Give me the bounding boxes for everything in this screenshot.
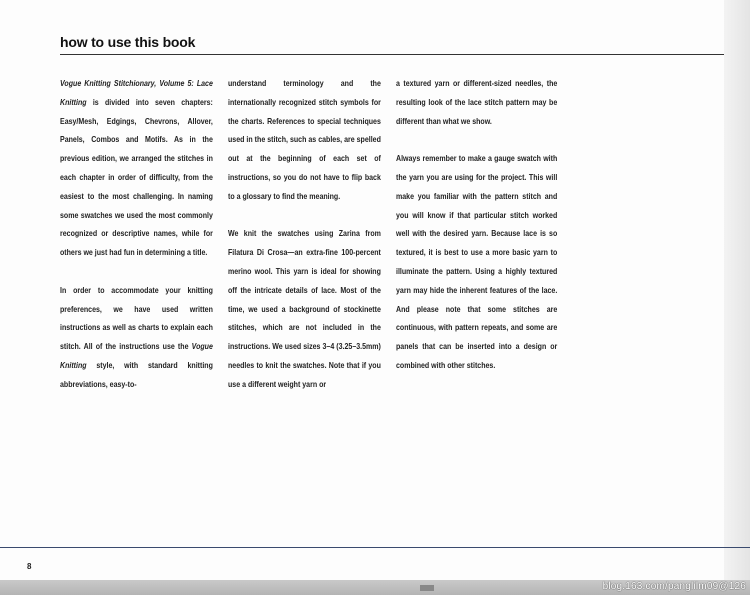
page-edge-shadow xyxy=(724,0,750,580)
column-2-paragraph-1: understand terminology and the internationally recognized stitch symbols for the charts. References to special techniques used in the stitch, such as cables, are spelled out at the beginning of each set of instructions, so you do not have to flip back to a glossary to find the meaning. xyxy=(228,78,381,201)
column-3-paragraph-1: a textured yarn or different-sized needles, the resulting look of the lace stitch pattern may be different than what we show. xyxy=(396,78,558,126)
column-1-paragraph-1 xyxy=(60,74,213,262)
page-number: 8 xyxy=(27,562,32,571)
column-1-paragraph-2-text-a: In order to accommodate your knitting preferences, we have used written instructions as well as charts to explain each stitch. All of the instructions use the xyxy=(60,284,213,352)
column-1-paragraph-2 xyxy=(60,281,213,394)
text-column-1 xyxy=(60,74,213,412)
column-3-paragraph-2: Always remember to make a gauge swatch with the yarn you are using for the project. This will make you familiar with the pattern stitch and you will know if that particular stitch worked well with the desired yarn. Because lace is so textured, it is best to use a more basic yarn to illuminate the pattern. Using a highly textured yarn may hide the inherent features of the lace. And please note that some stitches are continuous, with pattern repeats, and some are panels that can be inserted into a design or combined with other stitches. xyxy=(396,153,558,370)
page-title: how to use this book xyxy=(60,34,196,50)
scanner-mark xyxy=(420,585,434,591)
vogue-knitting-italic: Vogue Knitting xyxy=(60,341,213,370)
column-1-paragraph-1-text: is divided into seven chapters: Easy/Mesh, Edgings, Chevrons, Allover, Panels, Combos and Motifs. As in the previous edition, we arranged the stitches in each chapter in order of difficulty, from the easiest to the most challenging. In naming some swatches we used the most commonly recognized or descriptive names, while for others we just had fun in determining a title. xyxy=(60,96,213,258)
text-column-3 xyxy=(396,74,557,394)
blog-watermark: blog.163.com/panglilm09@126 xyxy=(602,581,746,592)
text-column-2 xyxy=(228,74,381,412)
footer-rule xyxy=(0,547,750,548)
column-1-paragraph-2-text-b: style, with standard knitting abbreviations, easy-to- xyxy=(60,359,213,389)
column-2-paragraph-2: We knit the swatches using Zarina from Filatura Di Crosa—an extra-fine 100-percent merino wool. This yarn is ideal for showing off the intricate details of lace. Most of the time, we used a background of stockinette stitches, which are not included in the instructions. We used sizes 3–4 (3.25–3.5mm) needles to knit the swatches. Note that if you use a different weight yarn or xyxy=(228,228,381,389)
book-title-italic: Vogue Knitting Stitchionary, Volume 5: Lace Knitting xyxy=(60,78,213,107)
title-rule xyxy=(60,54,724,55)
